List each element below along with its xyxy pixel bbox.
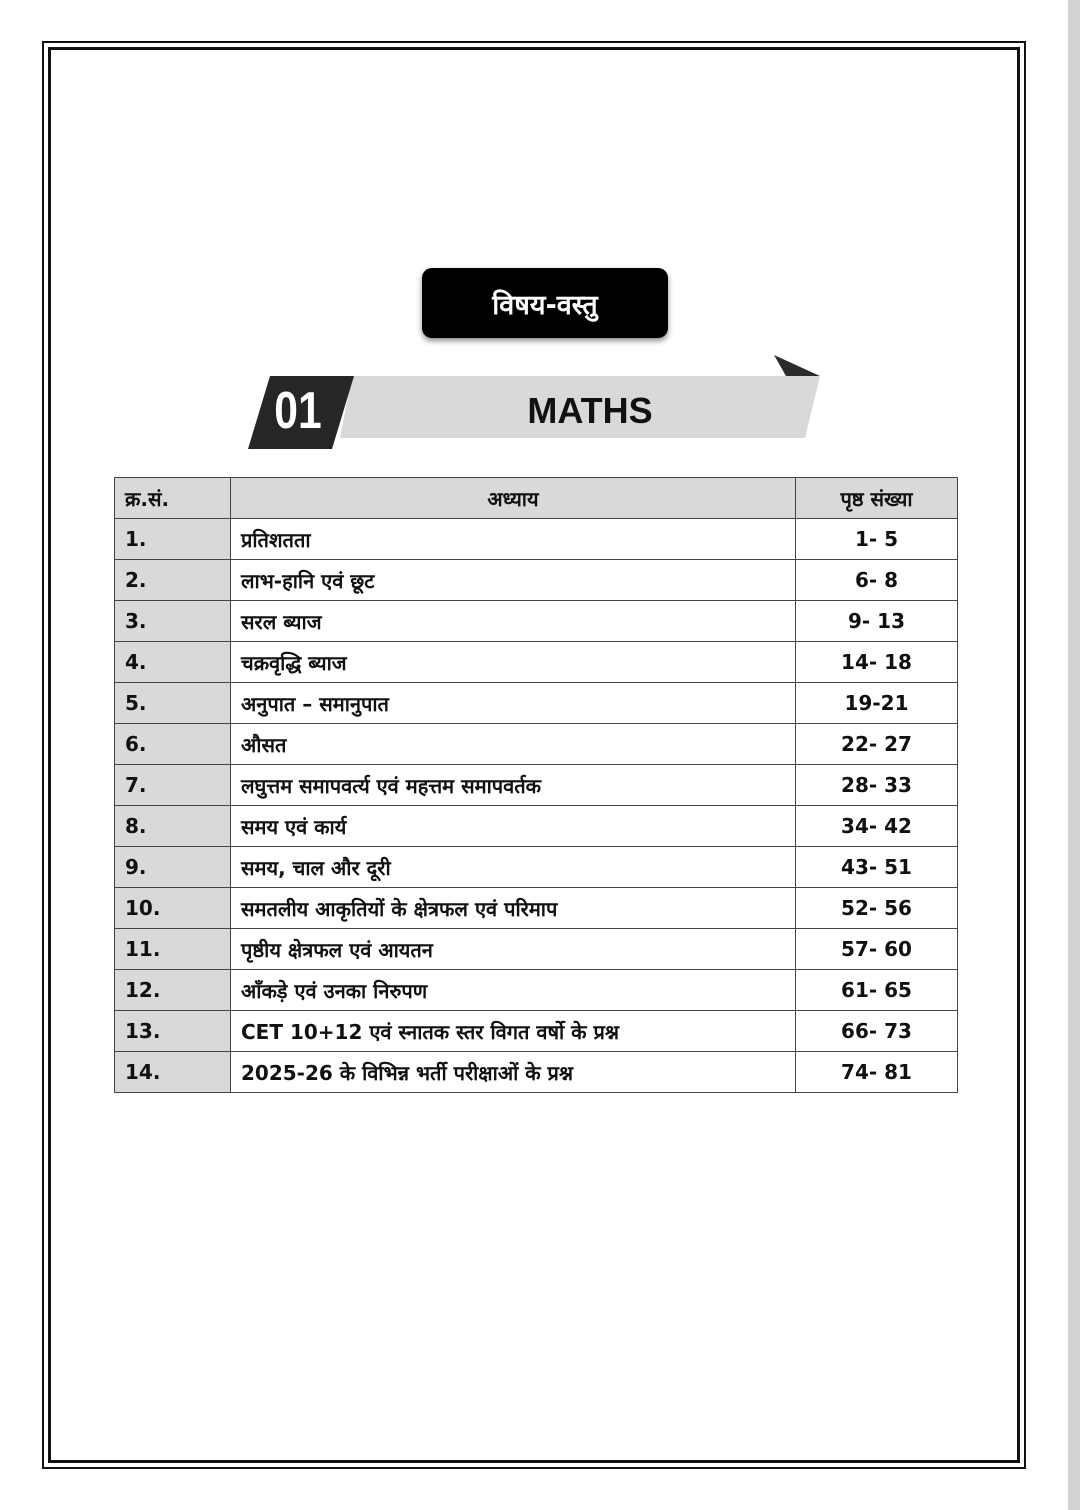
row-serial: 12. bbox=[115, 970, 231, 1011]
row-pages: 9- 13 bbox=[796, 601, 958, 642]
table-header-row bbox=[115, 478, 958, 519]
contents-heading: विषय-वस्तु bbox=[492, 289, 598, 321]
row-serial: 5. bbox=[115, 683, 231, 724]
page-edge-strip bbox=[1068, 0, 1080, 1510]
row-pages: 19-21 bbox=[796, 683, 958, 724]
row-serial: 1. bbox=[115, 519, 231, 560]
row-serial: 14. bbox=[115, 1052, 231, 1093]
table-row bbox=[115, 806, 958, 847]
row-chapter: औसत bbox=[231, 724, 796, 765]
row-chapter: समय, चाल और दूरी bbox=[231, 847, 796, 888]
row-pages: 66- 73 bbox=[796, 1011, 958, 1052]
row-chapter: सरल ब्याज bbox=[231, 601, 796, 642]
section-number: 01 bbox=[274, 382, 322, 440]
row-serial: 6. bbox=[115, 724, 231, 765]
row-pages: 57- 60 bbox=[796, 929, 958, 970]
row-pages: 1- 5 bbox=[796, 519, 958, 560]
row-pages: 28- 33 bbox=[796, 765, 958, 806]
table-row bbox=[115, 724, 958, 765]
row-serial: 13. bbox=[115, 1011, 231, 1052]
row-pages: 14- 18 bbox=[796, 642, 958, 683]
row-serial: 8. bbox=[115, 806, 231, 847]
contents-table bbox=[114, 477, 958, 1093]
row-pages: 34- 42 bbox=[796, 806, 958, 847]
row-serial: 11. bbox=[115, 929, 231, 970]
row-serial: 9. bbox=[115, 847, 231, 888]
header-serial: क्र.सं. bbox=[115, 478, 231, 519]
table-row bbox=[115, 519, 958, 560]
row-pages: 52- 56 bbox=[796, 888, 958, 929]
contents-heading-box bbox=[422, 268, 668, 338]
row-pages: 61- 65 bbox=[796, 970, 958, 1011]
row-pages: 74- 81 bbox=[796, 1052, 958, 1093]
table-row bbox=[115, 601, 958, 642]
row-chapter: लाभ-हानि एवं छूट bbox=[231, 560, 796, 601]
table-row bbox=[115, 642, 958, 683]
row-serial: 3. bbox=[115, 601, 231, 642]
row-serial: 10. bbox=[115, 888, 231, 929]
section-banner bbox=[240, 352, 830, 456]
table-row bbox=[115, 683, 958, 724]
table-row bbox=[115, 560, 958, 601]
row-pages: 6- 8 bbox=[796, 560, 958, 601]
row-chapter: समय एवं कार्य bbox=[231, 806, 796, 847]
row-chapter: आँकड़े एवं उनका निरुपण bbox=[231, 970, 796, 1011]
row-chapter: चक्रवृद्धि ब्याज bbox=[231, 642, 796, 683]
header-pages: पृष्ठ संख्या bbox=[796, 478, 958, 519]
row-chapter: लघुत्तम समापवर्त्य एवं महत्तम समापवर्तक bbox=[231, 765, 796, 806]
table-row bbox=[115, 1052, 958, 1093]
row-chapter: पृष्ठीय क्षेत्रफल एवं आयतन bbox=[231, 929, 796, 970]
table-row bbox=[115, 1011, 958, 1052]
table-row bbox=[115, 888, 958, 929]
row-chapter: 2025-26 के विभिन्न भर्ती परीक्षाओं के प्रश्न bbox=[231, 1052, 796, 1093]
table-row bbox=[115, 929, 958, 970]
row-serial: 4. bbox=[115, 642, 231, 683]
row-pages: 43- 51 bbox=[796, 847, 958, 888]
table-row bbox=[115, 765, 958, 806]
row-chapter: CET 10+12 एवं स्नातक स्तर विगत वर्षो के प्रश्न bbox=[231, 1011, 796, 1052]
row-pages: 22- 27 bbox=[796, 724, 958, 765]
table-row bbox=[115, 970, 958, 1011]
table-row bbox=[115, 847, 958, 888]
row-chapter: अनुपात – समानुपात bbox=[231, 683, 796, 724]
row-serial: 7. bbox=[115, 765, 231, 806]
row-chapter: प्रतिशतता bbox=[231, 519, 796, 560]
header-chapter: अध्याय bbox=[231, 478, 796, 519]
section-subject: MATHS bbox=[527, 390, 653, 431]
row-serial: 2. bbox=[115, 560, 231, 601]
row-chapter: समतलीय आकृतियों के क्षेत्रफल एवं परिमाप bbox=[231, 888, 796, 929]
